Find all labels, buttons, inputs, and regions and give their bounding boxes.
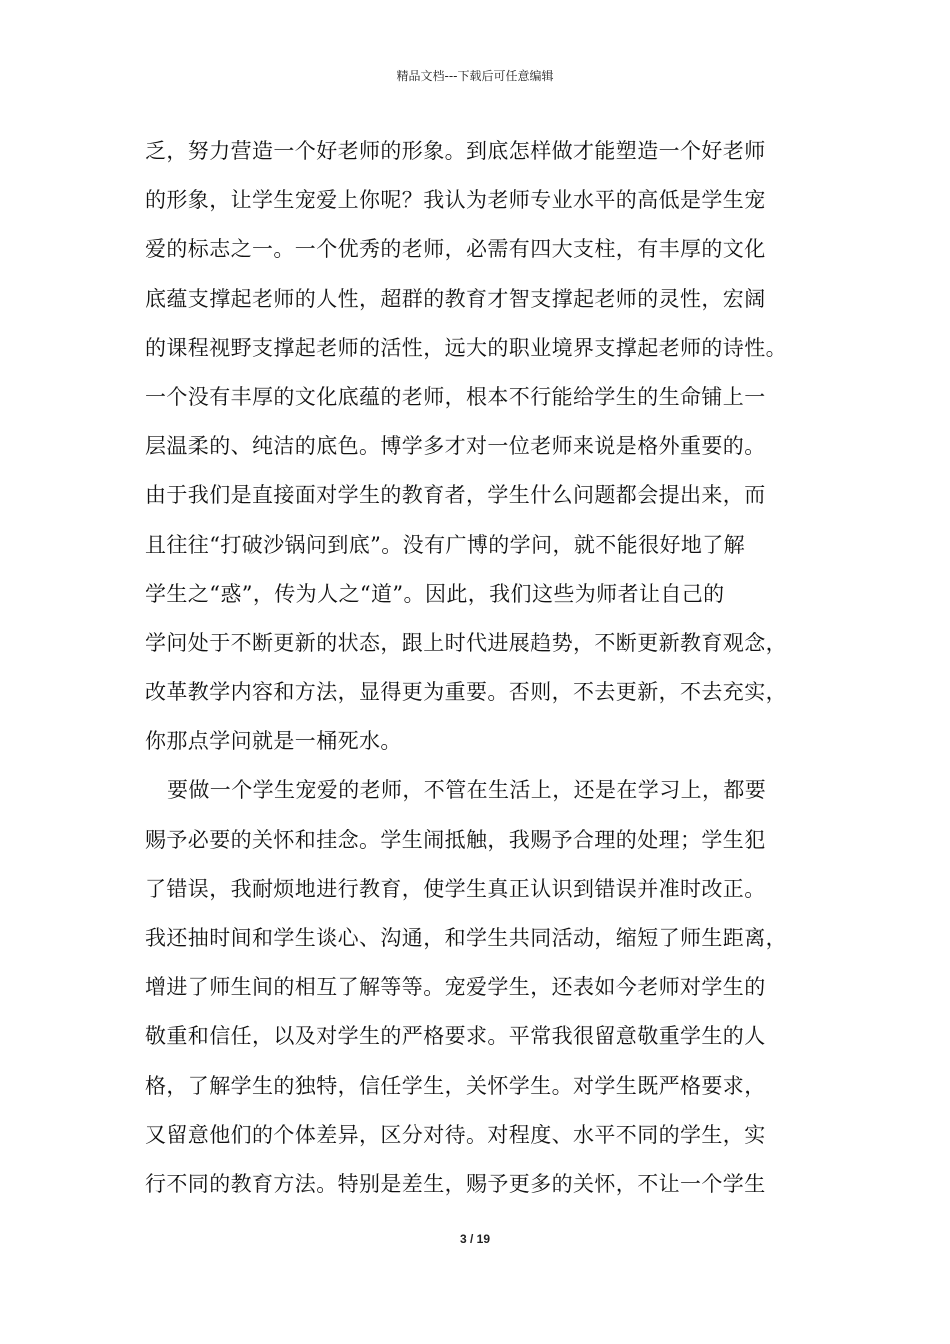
text-line: 的课程视野支撑起老师的活性，远大的职业境界支撑起老师的诗性。 bbox=[145, 335, 787, 360]
text-line: 又留意他们的个体差异，区分对待。对程度、水平不同的学生，实 bbox=[145, 1122, 766, 1147]
text-line: 你那点学问就是一桶死水。 bbox=[145, 729, 402, 754]
text-line: 底蕴支撑起老师的人性，超群的教育才智支撑起老师的灵性，宏阔 bbox=[145, 286, 766, 311]
text-line: 爱的标志之一。一个优秀的老师，必需有四大支柱，有丰厚的文化 bbox=[145, 237, 766, 262]
text-line: 一个没有丰厚的文化底蕴的老师，根本不行能给学生的生命铺上一 bbox=[145, 384, 766, 409]
text-line: 由于我们是直接面对学生的教育者，学生什么问题都会提出来，而 bbox=[145, 483, 766, 508]
page-header: 精品文档---下载后可任意编辑 bbox=[396, 69, 554, 83]
text-line: 乏，努力营造一个好老师的形象。到底怎样做才能塑造一个好老师 bbox=[145, 139, 766, 163]
page-number: 3 / 19 bbox=[459, 1232, 491, 1246]
text-line: 行不同的教育方法。特别是差生，赐予更多的关怀，不让一个学生 bbox=[145, 1171, 766, 1196]
text-line: 层温柔的、纯洁的底色。博学多才对一位老师来说是格外重要的。 bbox=[145, 434, 766, 459]
paragraph-first-line: 要做一个学生宠爱的老师，不管在生活上，还是在学习上，都要 bbox=[167, 778, 767, 803]
text-line: 赐予必要的关怀和挂念。学生闹抵触，我赐予合理的处理；学生犯 bbox=[145, 827, 766, 852]
text-line: 学生之“惑”，传为人之“道”。因此，我们这些为师者让自己的 bbox=[145, 581, 725, 606]
document-body bbox=[145, 127, 821, 1209]
text-line: 的形象，让学生宠爱上你呢？我认为老师专业水平的高低是学生宠 bbox=[145, 188, 766, 213]
text-line: 且往往“打破沙锅问到底”。没有广博的学问，就不能很好地了解 bbox=[145, 532, 746, 557]
text-line: 敬重和信任，以及对学生的严格要求。平常我很留意敬重学生的人 bbox=[145, 1024, 766, 1049]
text-line: 改革教学内容和方法，显得更为重要。否则，不去更新，不去充实， bbox=[145, 680, 787, 705]
text-line: 了错误，我耐烦地进行教育，使学生真正认识到错误并准时改正。 bbox=[145, 876, 766, 901]
text-line: 学问处于不断更新的状态，跟上时代进展趋势，不断更新教育观念， bbox=[145, 630, 787, 655]
text-line: 增进了师生间的相互了解等等。宠爱学生，还表如今老师对学生的 bbox=[145, 975, 766, 1000]
text-line: 我还抽时间和学生谈心、沟通，和学生共同活动，缩短了师生距离， bbox=[145, 926, 787, 950]
text-line: 格，了解学生的独特，信任学生，关怀学生。对学生既严格要求， bbox=[145, 1073, 766, 1098]
